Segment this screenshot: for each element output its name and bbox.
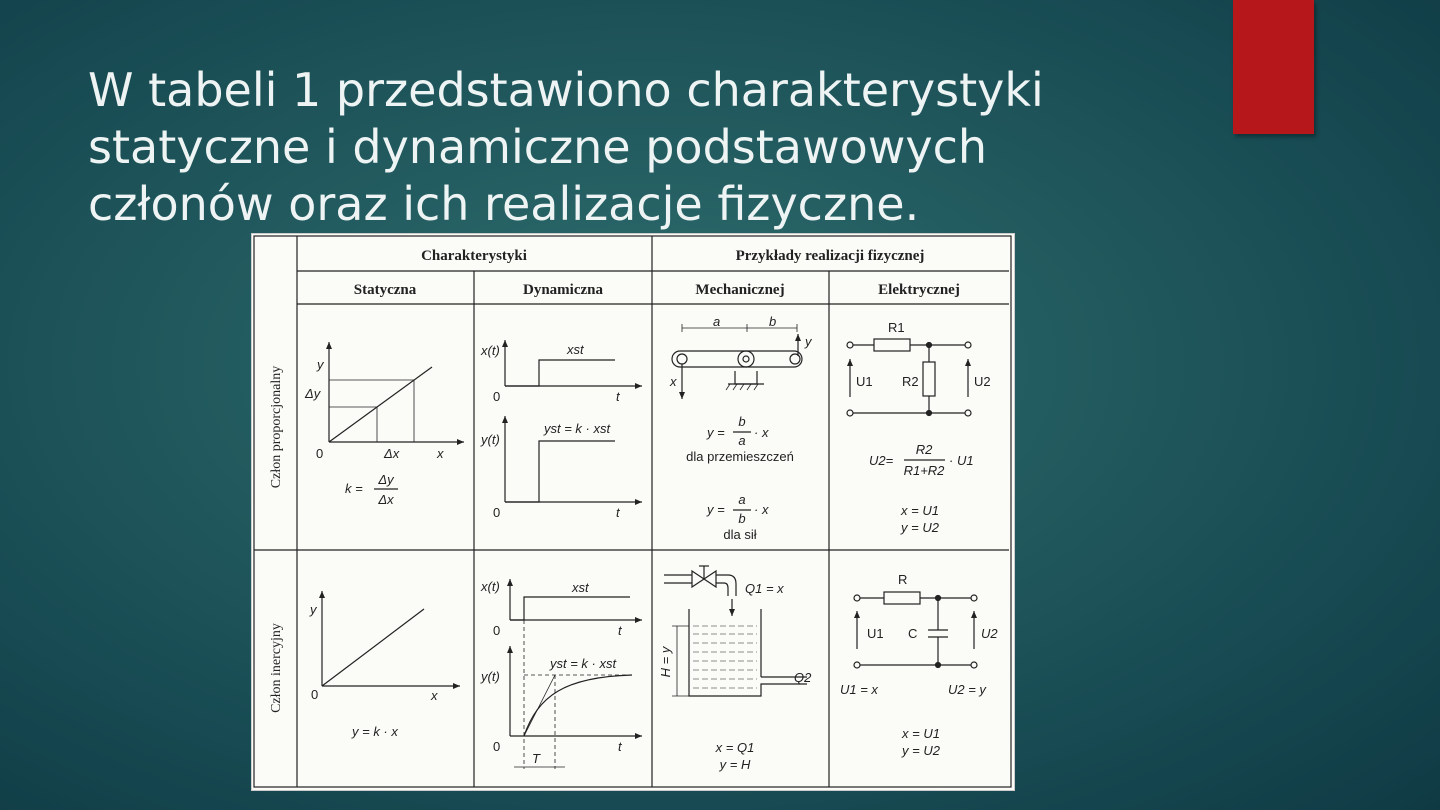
mech-p-f1-rhs: · x xyxy=(754,425,769,440)
dyn-i-bottom-t: t xyxy=(618,739,622,754)
static-p-dy: Δy xyxy=(305,386,321,401)
static-p-dx: Δx xyxy=(384,446,400,461)
tank-diagram xyxy=(664,566,807,696)
static-p-origin: 0 xyxy=(316,446,324,461)
static-p-y-axis: y xyxy=(317,357,324,372)
static-inertial-plot xyxy=(322,591,460,686)
static-i-y-axis: y xyxy=(310,602,317,617)
elec-i-u1x: U1 = x xyxy=(840,682,878,697)
header-dynamic: Dynamiczna xyxy=(523,282,603,298)
elec-p-map-x: x = U1 xyxy=(901,503,939,518)
static-p-formula-num: Δy xyxy=(378,472,394,487)
mech-p-f2-note: dla sił xyxy=(723,527,757,542)
dyn-i-top-t: t xyxy=(618,623,622,638)
dyn-i-bottom-axis: y(t) xyxy=(481,669,500,684)
static-i-x-axis: x xyxy=(431,688,438,703)
elec-i-u2y: U2 = y xyxy=(948,682,986,697)
mech-p-f1-num: b xyxy=(738,414,746,429)
mech-p-f1-note: dla przemieszczeń xyxy=(686,449,794,464)
dyn-i-top-origin: 0 xyxy=(493,623,501,638)
elec-i-map-x: x = U1 xyxy=(902,726,940,741)
elec-i-u2: U2 xyxy=(981,626,998,641)
header-mechanical: Mechanicznej xyxy=(695,282,785,298)
dyn-i-bottom-level: yst = k · xst xyxy=(550,656,617,671)
accent-bar xyxy=(1233,0,1314,134)
mech-p-f1-den: a xyxy=(738,433,746,448)
elec-i-map-y: y = U2 xyxy=(902,743,940,758)
tank-h: H = y xyxy=(658,646,673,678)
static-p-formula-den: Δx xyxy=(378,492,394,507)
elec-p-u1: U1 xyxy=(856,374,873,389)
mech-i-map-y: y = H xyxy=(719,757,751,772)
header-static: Statyczna xyxy=(353,282,417,298)
characteristics-table-image xyxy=(251,233,1015,791)
mech-p-f1-lhs: y = xyxy=(707,425,725,440)
dyn-p-top-t: t xyxy=(616,389,620,404)
lever-diagram xyxy=(672,324,802,399)
elec-p-formula-den: R1+R2 xyxy=(903,463,945,478)
header-physical-examples: Przykłady realizacji fizycznej xyxy=(735,248,925,264)
dyn-p-top-level: xst xyxy=(567,342,584,357)
dyn-p-top-axis: x(t) xyxy=(481,343,500,358)
static-i-origin: 0 xyxy=(311,687,319,702)
mech-p-f2-den: b xyxy=(738,511,746,526)
dyn-p-bottom-axis: y(t) xyxy=(481,432,500,447)
static-i-formula: y = k · x xyxy=(352,724,398,739)
static-proportional-plot xyxy=(329,342,464,442)
elec-p-formula-rhs: · U1 xyxy=(949,453,974,468)
elec-i-r: R xyxy=(898,572,908,587)
elec-p-u2: U2 xyxy=(974,374,991,389)
dyn-i-top-level: xst xyxy=(572,580,589,595)
table-grid xyxy=(254,236,1011,787)
dyn-p-top-origin: 0 xyxy=(493,389,501,404)
elec-p-r2: R2 xyxy=(902,374,919,389)
dyn-i-time-constant: T xyxy=(532,751,540,766)
elec-p-formula-lhs: U2= xyxy=(869,453,894,468)
tank-q2: Q2 xyxy=(794,670,812,685)
elec-p-r1: R1 xyxy=(888,320,905,335)
title-line-1: W tabeli 1 przedstawiono charakterystyki xyxy=(88,63,1044,117)
static-p-x-axis: x xyxy=(437,446,444,461)
dyn-i-top-axis: x(t) xyxy=(481,579,500,594)
title-line-3: członów oraz ich realizacje fizyczne. xyxy=(88,177,920,231)
title-line-2: statyczne i dynamiczne podstawowych xyxy=(88,120,988,174)
tank-q1: Q1 = x xyxy=(745,581,784,596)
dynamic-inertial-plots xyxy=(510,579,642,769)
lever-b: b xyxy=(769,314,777,329)
mech-p-f2-rhs: · x xyxy=(754,502,769,517)
mech-i-map-x: x = Q1 xyxy=(715,740,755,755)
lever-a: a xyxy=(713,314,721,329)
dyn-p-bottom-origin: 0 xyxy=(493,505,501,520)
elec-i-c: C xyxy=(908,626,918,641)
header-characteristics: Charakterystyki xyxy=(421,248,527,264)
dyn-i-bottom-origin: 0 xyxy=(493,739,501,754)
mech-p-f2-lhs: y = xyxy=(707,502,725,517)
elec-i-u1: U1 xyxy=(867,626,884,641)
row-label-inertial: Człon inercyjny xyxy=(269,623,284,713)
mech-p-f2-num: a xyxy=(738,492,746,507)
lever-x: x xyxy=(670,374,677,389)
header-electrical: Elektrycznej xyxy=(878,282,960,298)
dyn-p-bottom-level: yst = k · xst xyxy=(544,421,611,436)
slide-title xyxy=(88,62,1188,233)
dyn-p-bottom-t: t xyxy=(616,505,620,520)
row-label-proportional: Człon proporcjonalny xyxy=(269,365,284,489)
static-p-formula-lhs: k = xyxy=(345,481,363,496)
elec-p-formula-num: R2 xyxy=(915,442,933,457)
lever-y: y xyxy=(805,334,812,349)
elec-p-map-y: y = U2 xyxy=(901,520,939,535)
